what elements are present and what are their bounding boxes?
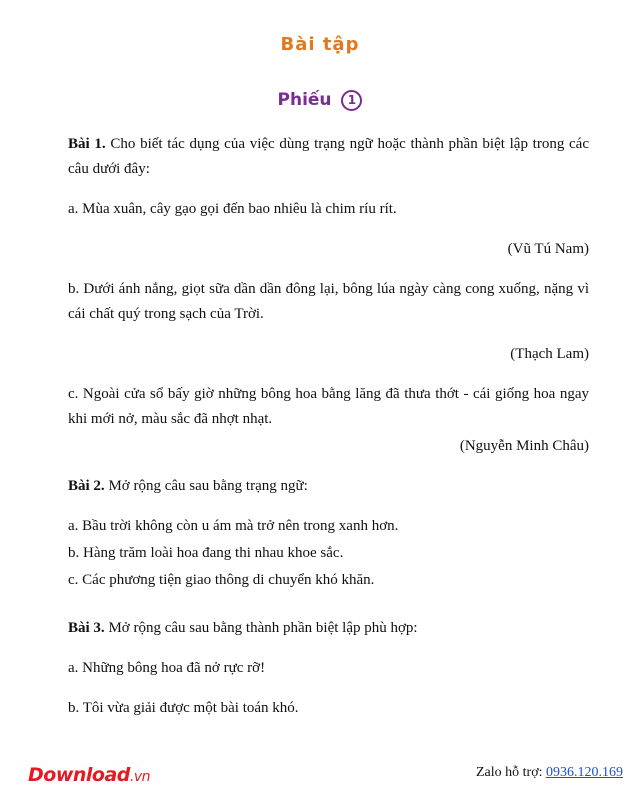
exercise-1-author-b: (Thạch Lam) (510, 346, 589, 362)
exercise-3-item-a: a. Những bông hoa đã nở rực rỡ! (68, 660, 266, 676)
exercise-2-prompt (68, 474, 589, 499)
exercise-1-text: Cho biết tác dụng của việc dùng trạng ngữ hoặc thành phần biệt lập trong các câu dưới đây: (68, 136, 589, 177)
exercise-2-text: Mở rộng câu sau bằng trạng ngữ: (108, 478, 308, 494)
support-phone-link[interactable]: 0936.120.169 (546, 765, 623, 780)
sheet-number-badge: 1 (341, 90, 362, 111)
exercise-1-item-a: a. Mùa xuân, cây gạo gọi đến bao nhiêu là chim ríu rít. (68, 201, 397, 217)
support-contact (476, 765, 623, 781)
download-vn-logo[interactable] (28, 764, 150, 786)
exercise-3-text: Mở rộng câu sau bằng thành phần biệt lập phù hợp: (108, 620, 418, 636)
exercise-2-label: Bài 2. (68, 478, 105, 494)
logo-main: Download (28, 764, 130, 786)
exercise-3-item-b: b. Tôi vừa giải được một bài toán khó. (68, 700, 299, 716)
support-label: Zalo hỗ trợ: (476, 765, 543, 780)
exercise-3-prompt (68, 616, 589, 641)
exercise-1-author-a: (Vũ Tú Nam) (507, 241, 589, 257)
exercise-2-item-b: b. Hàng trăm loài hoa đang thi nhau khoe sắc. (68, 545, 344, 561)
document-body (68, 132, 589, 721)
exercise-1-label: Bài 1. (68, 136, 106, 152)
exercise-3-label: Bài 3. (68, 620, 105, 636)
sheet-label: Phiếu (277, 90, 332, 110)
page-title: Bài tập (280, 34, 360, 55)
exercise-1-author-c: (Nguyễn Minh Châu) (459, 438, 589, 454)
exercise-2-item-a: a. Bầu trời không còn u ám mà trở nên trong xanh hơn. (68, 518, 399, 534)
exercise-2-item-c: c. Các phương tiện giao thông di chuyển khó khăn. (68, 572, 375, 588)
exercise-1-item-b: b. Dưới ánh nắng, giọt sữa dần dần đông lại, bông lúa ngày càng cong xuống, nặng vì cái chất quý trong sạch của Trời. (68, 281, 589, 322)
logo-domain: .vn (129, 769, 151, 785)
sheet-title (0, 90, 640, 111)
exercise-1-item-c: c. Ngoài cửa sổ bấy giờ những bông hoa bằng lăng đã thưa thớt - cái giống hoa ngay khi mới nở, màu sắc đã nhợt nhạt. (68, 386, 589, 427)
exercise-1-prompt (68, 132, 589, 182)
